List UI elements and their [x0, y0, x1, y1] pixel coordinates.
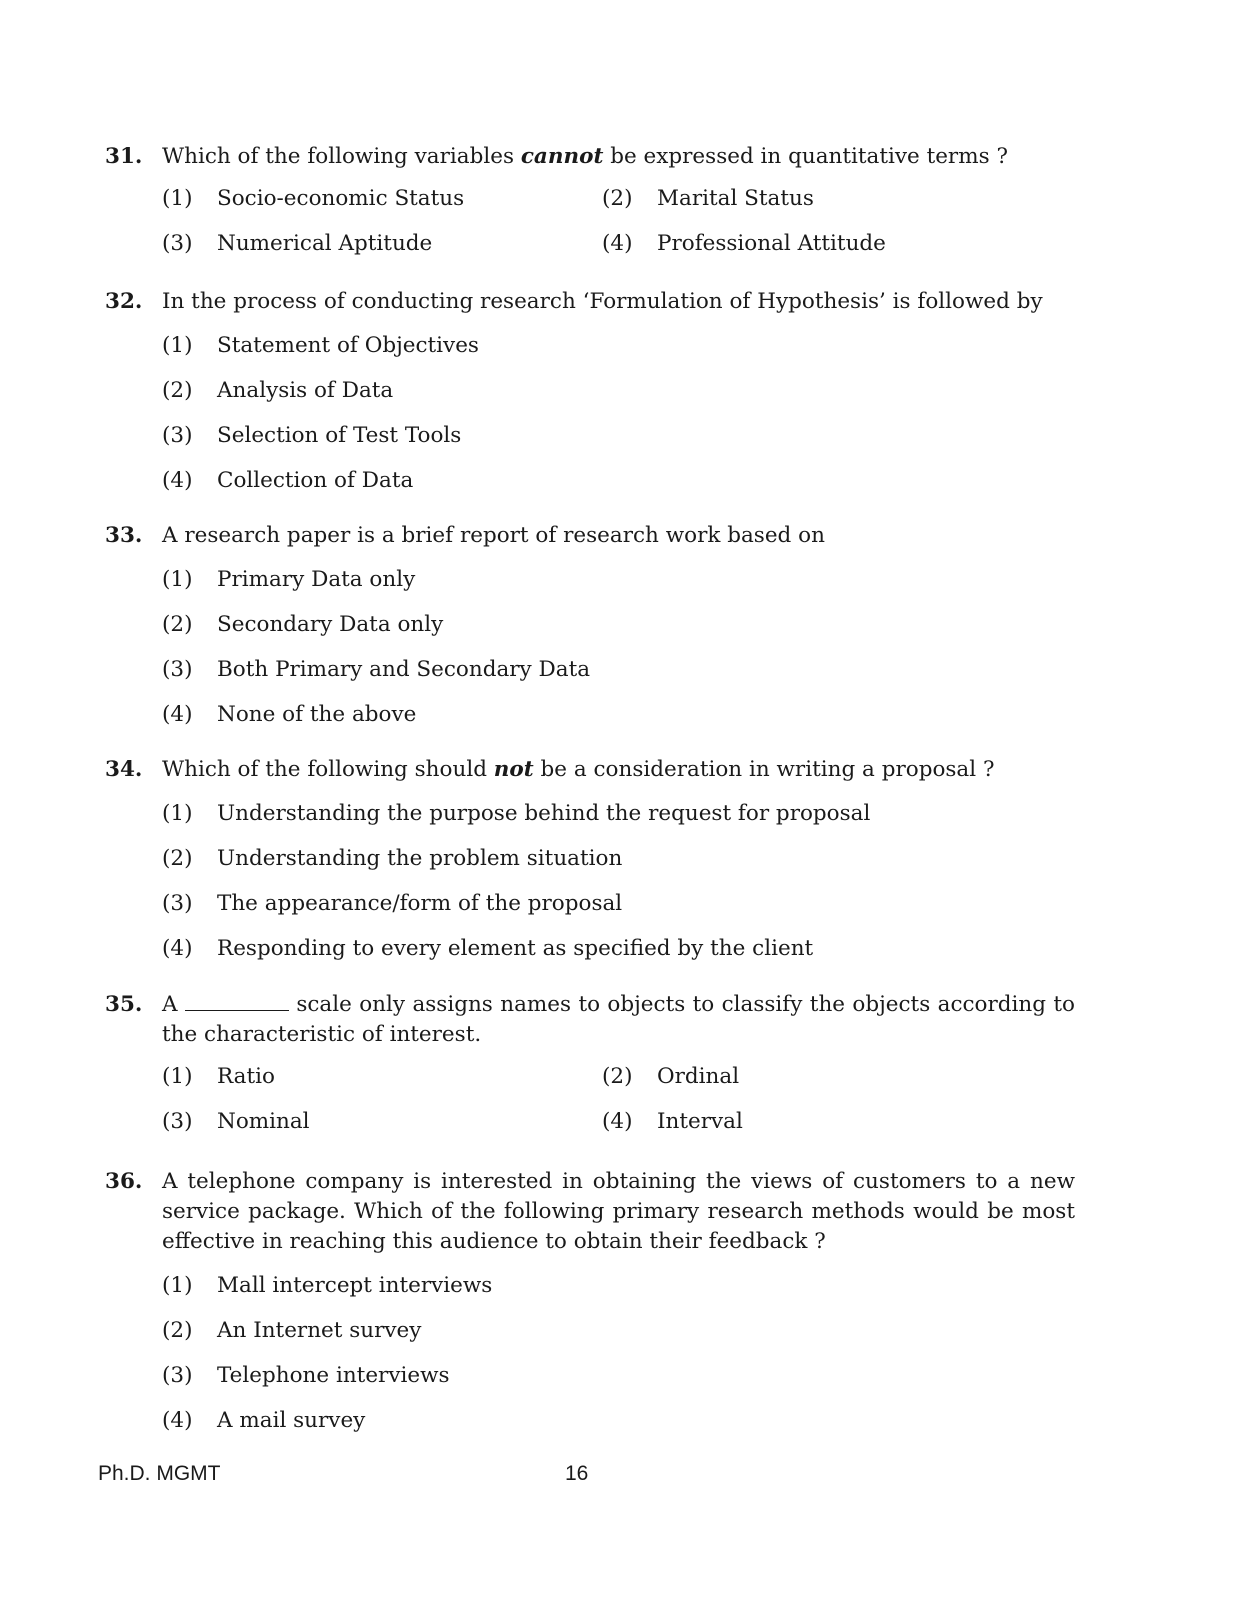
option-2: (2) Ordinal	[602, 1064, 740, 1089]
option-3: (3) Numerical Aptitude	[162, 231, 433, 256]
option-2: (2) Analysis of Data	[162, 378, 394, 403]
question-text: Which of the following should not be a consideration in writing a proposal ?	[162, 757, 995, 782]
question-number: 35.	[105, 992, 143, 1017]
option-2: (2) An Internet survey	[162, 1318, 422, 1343]
emphasis-word: cannot	[520, 144, 604, 169]
question-36	[105, 1167, 1075, 1451]
option-1: (1) Understanding the purpose behind the request for proposal	[162, 801, 871, 826]
footer-page-number: 16	[565, 1462, 589, 1485]
options-list	[162, 1271, 1075, 1451]
option-3: (3) The appearance/form of the proposal	[162, 891, 623, 916]
fill-in-blank	[185, 992, 289, 1011]
question-number: 32.	[105, 289, 143, 314]
option-4: (4) Interval	[602, 1109, 743, 1134]
option-3: (3) Selection of Test Tools	[162, 423, 462, 448]
question-number: 34.	[105, 757, 143, 782]
question-text: A research paper is a brief report of research work based on	[162, 523, 825, 548]
option-3: (3) Both Primary and Secondary Data	[162, 657, 591, 682]
option-4: (4) Collection of Data	[162, 468, 414, 493]
option-2: (2) Secondary Data only	[162, 612, 444, 637]
question-34	[105, 755, 1075, 979]
option-4: (4) Responding to every element as specified by the client	[162, 936, 814, 961]
options-grid	[162, 184, 1075, 259]
option-1: (1) Statement of Objectives	[162, 333, 479, 358]
option-1: (1) Primary Data only	[162, 567, 416, 592]
options-grid	[162, 1062, 1075, 1137]
question-35	[105, 990, 1075, 1137]
question-text: A telephone company is interested in obtaining the views of customers to a new service package. Which of the following primary research methods would be most effective in reaching this audience to obtain their feedback ?	[162, 1169, 1075, 1254]
option-2: (2) Marital Status	[602, 186, 814, 211]
question-text: Which of the following variables cannot be expressed in quantitative terms ?	[162, 144, 1008, 169]
options-list	[162, 799, 1075, 979]
question-text: A scale only assigns names to objects to classify the objects according to the characteristic of interest.	[162, 992, 1075, 1047]
option-1: (1) Socio-economic Status	[162, 186, 465, 211]
option-4: (4) A mail survey	[162, 1408, 366, 1433]
options-list	[162, 331, 1075, 511]
emphasis-word: not	[493, 757, 534, 782]
option-4: (4) None of the above	[162, 702, 417, 727]
question-number: 36.	[105, 1169, 143, 1194]
option-3: (3) Telephone interviews	[162, 1363, 450, 1388]
footer-course-code: Ph.D. MGMT	[98, 1462, 221, 1485]
option-4: (4) Professional Attitude	[602, 231, 886, 256]
question-31	[105, 142, 1075, 259]
question-text: In the process of conducting research ‘Formulation of Hypothesis’ is followed by	[162, 289, 1043, 314]
option-1: (1) Mall intercept interviews	[162, 1273, 493, 1298]
option-3: (3) Nominal	[162, 1109, 310, 1134]
options-list	[162, 565, 1075, 745]
question-number: 31.	[105, 144, 143, 169]
question-32	[105, 287, 1075, 511]
option-1: (1) Ratio	[162, 1064, 275, 1089]
option-2: (2) Understanding the problem situation	[162, 846, 623, 871]
question-number: 33.	[105, 523, 143, 548]
question-33	[105, 521, 1075, 745]
